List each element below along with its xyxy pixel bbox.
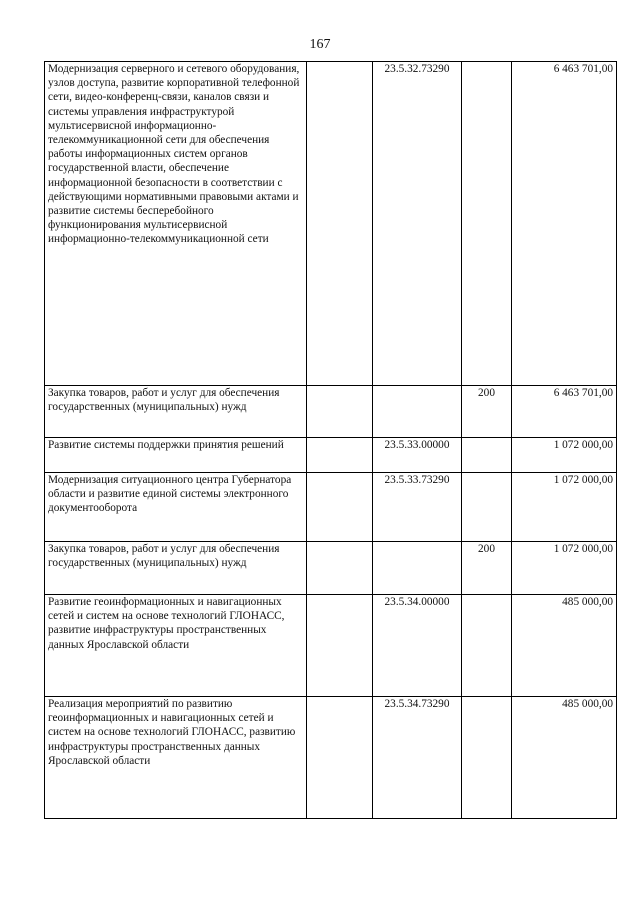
row-description: Модернизация серверного и сетевого оборудования, узлов доступа, развитие корпоративной телефонной сети, видео-конференц-связи, каналов связи и системы управления инфраструктурой мультисервисной информационно-телекоммуникационной сети для обеспечения работы информационных систем органов государственной власти, обеспечение информационной безопасности в соответствии с действующими нормативными правовыми актами и развитие системы бесперебойного функционирования мультисервисной информационно-телекоммуникационной сети [45,62,307,386]
row-description: Закупка товаров, работ и услуг для обеспечения государственных (муниципальных) нужд [45,542,307,595]
row-col2 [307,438,373,473]
row-code: 23.5.34.73290 [373,697,462,819]
row-amount: 6 463 701,00 [512,62,617,386]
table-row [45,473,617,542]
row-amount: 1 072 000,00 [512,438,617,473]
row-description: Модернизация ситуационного центра Губернатора области и развитие единой системы электронного документооборота [45,473,307,542]
row-col2 [307,62,373,386]
row-col2 [307,595,373,697]
table-row [45,62,617,386]
row-type [462,62,512,386]
table-row [45,542,617,595]
row-amount: 1 072 000,00 [512,542,617,595]
row-code: 23.5.33.73290 [373,473,462,542]
row-amount: 485 000,00 [512,595,617,697]
row-code [373,542,462,595]
row-amount: 1 072 000,00 [512,473,617,542]
row-col2 [307,473,373,542]
row-code: 23.5.34.00000 [373,595,462,697]
table-row [45,438,617,473]
row-code [373,386,462,438]
row-amount: 485 000,00 [512,697,617,819]
row-amount: 6 463 701,00 [512,386,617,438]
page-number: 167 [309,37,331,52]
row-description: Развитие системы поддержки принятия решений [45,438,307,473]
row-code: 23.5.33.00000 [373,438,462,473]
table-row [45,595,617,697]
row-type [462,595,512,697]
row-col2 [307,542,373,595]
row-col2 [307,697,373,819]
row-code: 23.5.32.73290 [373,62,462,386]
row-type: 200 [462,386,512,438]
row-description: Реализация мероприятий по развитию геоинформационных и навигационных сетей и систем на основе технологий ГЛОНАСС, развитию инфраструктуры пространственных данных Ярославской области [45,697,307,819]
row-type [462,697,512,819]
table-row [45,697,617,819]
row-type [462,473,512,542]
row-type: 200 [462,542,512,595]
row-description: Развитие геоинформационных и навигационных сетей и систем на основе технологий ГЛОНАСС, развитие инфраструктуры пространственных данных Ярославской области [45,595,307,697]
row-col2 [307,386,373,438]
table-row [45,386,617,438]
row-type [462,438,512,473]
budget-table [44,61,617,819]
row-description: Закупка товаров, работ и услуг для обеспечения государственных (муниципальных) нужд [45,386,307,438]
